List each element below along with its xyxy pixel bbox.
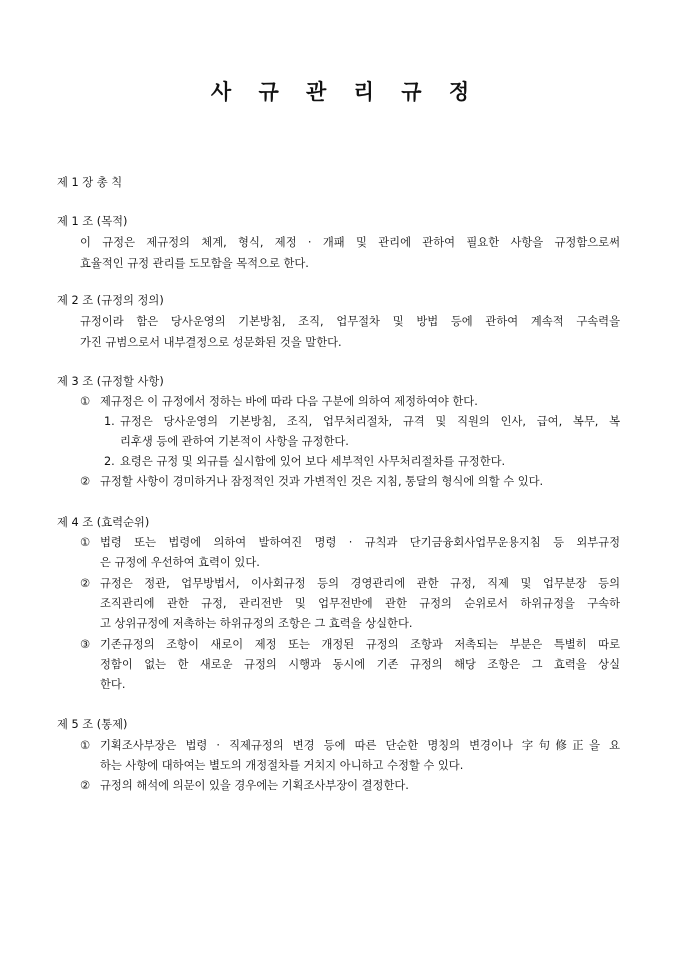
article-2-body-line: 가진 규범으로서 내부결정으로 성문화된 것을 말한다.	[80, 336, 342, 349]
clause-mark: ②	[80, 577, 91, 590]
article-1-body-line: 효율적인 규정 관리를 도모함을 목적으로 한다.	[80, 257, 309, 270]
item-mark: 1.	[104, 415, 115, 428]
document-title: 사 규 관 리 규 정	[210, 79, 480, 104]
clause-mark: ②	[80, 779, 91, 792]
clause-text: 규정은 정관, 업무방법서, 이사회규정 등의 경영관리에 관한 규정, 직제 및 업무분장 등의	[100, 577, 620, 590]
article-4-heading: 제 4 조 (효력순위)	[57, 516, 150, 529]
item-text: 규정은 당사운영의 기본방침, 조직, 업무처리절차, 규격 및 직원의 인사, 급여, 복무, 복	[120, 415, 620, 428]
article-4-clause-1-cont: 은 규정에 우선하여 효력이 있다.	[100, 556, 260, 569]
article-5-heading: 제 5 조 (통제)	[57, 718, 128, 731]
article-2-heading: 제 2 조 (규정의 정의)	[57, 294, 164, 307]
article-2-body-line: 규정이라 함은 당사운영의 기본방침, 조직, 업무절차 및 방법 등에 관하여 계속적 구속력을	[80, 315, 620, 328]
article-3-heading: 제 3 조 (규정할 사항)	[57, 375, 164, 388]
article-3-clause-1	[80, 395, 478, 409]
article-3-clause-2	[80, 475, 543, 489]
article-3-subitem-1	[104, 415, 620, 429]
article-3-subitem-2	[104, 455, 505, 469]
chapter-heading: 제 1 장 총 칙	[57, 176, 123, 189]
article-4-clause-3-cont: 정함이 없는 한 새로운 규정의 시행과 동시에 기존 규정의 해당 조항은 그 효력을 상실	[100, 658, 620, 671]
clause-text: 제규정은 이 규정에서 정하는 바에 따라 다음 구분에 의하여 제정하여야 한다.	[100, 395, 478, 408]
article-1-heading: 제 1 조 (목적)	[57, 215, 128, 228]
clause-text: 기존규정의 조항이 새로이 제정 또는 개정된 규정의 조항과 저촉되는 부분은 특별히 따로	[100, 638, 620, 651]
article-3-subitem-1-cont: 리후생 등에 관하여 기본적이 사항을 규정한다.	[120, 435, 349, 448]
article-5-clause-1	[80, 739, 620, 753]
article-1-body-line: 이 규정은 제규정의 체계, 형식, 제정 · 개패 및 관리에 관하여 필요한 사항을 규정함으로써	[80, 236, 620, 249]
article-4-clause-3-cont: 한다.	[100, 678, 126, 691]
clause-mark: ①	[80, 395, 91, 408]
clause-mark: ②	[80, 475, 91, 488]
item-mark: 2.	[104, 455, 115, 468]
clause-text: 기획조사부장은 법령 · 직제규정의 변경 등에 따른 단순한 명칭의 변경이나 字句修正을 요	[100, 739, 620, 752]
article-4-clause-1	[80, 536, 620, 550]
clause-text: 법령 또는 법령에 의하여 발하여진 명령 · 규칙과 단기금융회사업무운용지침 등 외부규정	[100, 536, 620, 549]
clause-text: 규정할 사항이 경미하거나 잠정적인 것과 가변적인 것은 지침, 통달의 형식에 의할 수 있다.	[100, 475, 544, 488]
article-4-clause-3	[80, 638, 620, 652]
clause-text: 규정의 해석에 의문이 있을 경우에는 기획조사부장이 결정한다.	[100, 779, 409, 792]
clause-mark: ③	[80, 638, 91, 651]
article-4-clause-2-cont: 고 상위규정에 저촉하는 하위규정의 조항은 그 효력을 상실한다.	[100, 617, 413, 630]
article-5-clause-1-cont: 하는 사항에 대하여는 별도의 개정절차를 거치지 아니하고 수정할 수 있다.	[100, 759, 464, 772]
article-4-clause-2-cont: 조직관리에 관한 규정, 관리전반 및 업무전반에 관한 규정의 순위로서 하위규정을 구속하	[100, 597, 620, 610]
article-4-clause-2	[80, 577, 620, 591]
item-text: 요령은 규정 및 외규를 실시함에 있어 보다 세부적인 사무처리절차를 규정한다.	[120, 455, 506, 468]
clause-mark: ①	[80, 536, 91, 549]
clause-mark: ①	[80, 739, 91, 752]
article-5-clause-2	[80, 779, 409, 793]
